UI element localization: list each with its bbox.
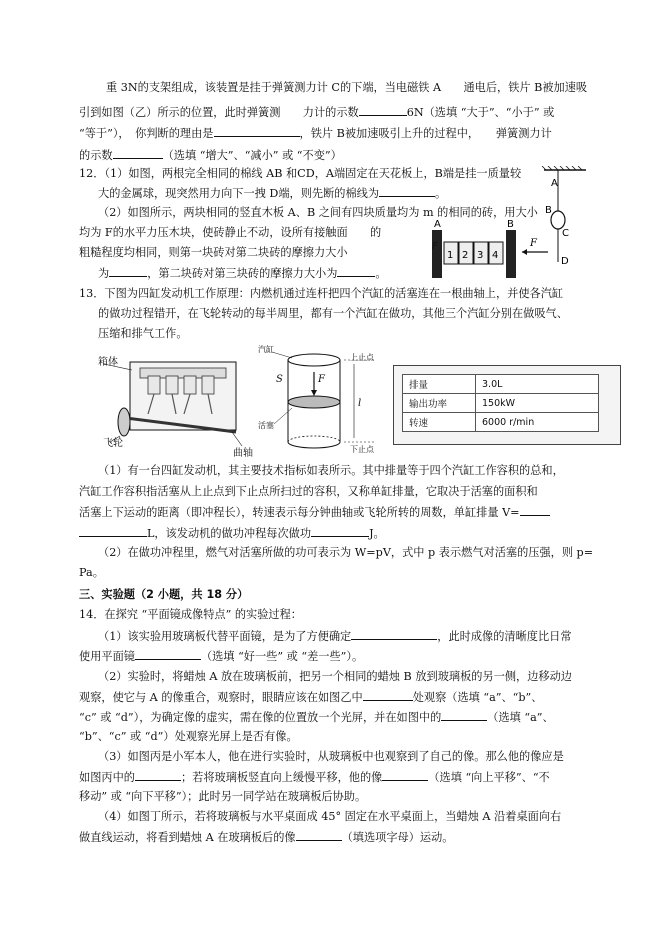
board-b-label: B	[507, 219, 514, 230]
q12-line-1: 12．（1）如图，两根完全相同的棉线 AB 和CD，A端固定在天花板上，B端是挂一质量较	[79, 167, 522, 180]
brick-2: 2	[462, 250, 469, 261]
cylinder-gas-label: 汽缸	[258, 345, 274, 354]
answer-blank[interactable]	[135, 769, 181, 781]
q14-line-9: 如图丙中的 ；若将玻璃板竖直向上缓慢平移，他的像 （选填 “向上平移”、“不	[79, 771, 550, 784]
q11-line-2: 引到如图（乙）所示的位置，此时弹簧测 力计的示数 6N（选填 “大于”、“小于” 或	[79, 106, 555, 119]
answer-blank[interactable]	[379, 185, 435, 197]
spec-value: 6000 r/min	[476, 413, 599, 432]
q14-line-5: 观察，使它与 A 的像重合，观察时，眼睛应该在如图乙中 处观察（选填 “a”、“b”、	[79, 691, 543, 704]
q13-part1-line-2: 汽缸工作容积指活塞从上止点到下止点所扫过的容积，又称单缸排量，它取决于活塞的面积和	[79, 485, 538, 498]
q14-line-11: （4）如图丁所示，若将玻璃板与水平桌面成 45° 固定在水平桌面上，当蜡烛 A 沿着桌面向右	[98, 810, 562, 823]
q14-line-1: 14．在探究 “平面镜成像特点” 的实验过程：	[79, 608, 302, 621]
force-label-left: F	[432, 241, 438, 252]
area-label: S	[276, 374, 283, 385]
answer-blank[interactable]	[351, 628, 437, 640]
q14-line-12: 做直线运动，将看到蜡烛 A 在玻璃板后的像 （填选项字母）运动。	[79, 831, 454, 844]
answer-blank[interactable]	[109, 265, 147, 277]
table-row	[403, 375, 599, 394]
brick-1: 1	[447, 250, 454, 261]
board-a	[432, 230, 442, 278]
piston-label: 活塞	[258, 421, 274, 430]
answer-blank[interactable]	[359, 104, 407, 116]
pendulum-figure	[540, 166, 590, 266]
section-heading-experiments: 三、实验题（2 小题，共 18 分）	[79, 588, 249, 601]
force-label: F	[530, 238, 537, 249]
answer-blank[interactable]	[135, 648, 201, 660]
spec-value: 150kW	[476, 394, 599, 413]
piston	[288, 396, 340, 408]
q13-part2-line-1: （2）在做功冲程里，燃气对活塞所做的功可表示为 W=pV，式中 p 表示燃气对活塞的压强，则 p=	[98, 546, 594, 559]
q14-line-10: 移动” 或 “向下平移”）；此时另一同学站在玻璃板后协助。	[79, 790, 367, 803]
spec-value: 3.0L	[476, 375, 599, 394]
bottom-dead-center-label: 下止点	[350, 445, 374, 454]
q14-line-3: 使用平面镜 （选填 “好一些” 或 “差一些”）。	[79, 650, 364, 663]
q11-line-3: “等于”）， 你判断的理由是 ，铁片 B被加速吸引上升的过程中， 弹簧测力计	[79, 127, 552, 140]
q13-part1-line-1: （1）有一台四缸发动机，其主要技术指标如表所示。其中排量等于四个汽缸工作容积的总和，	[98, 464, 564, 477]
brick-figure	[430, 218, 550, 280]
specs-panel	[393, 365, 621, 445]
answer-blank[interactable]	[311, 525, 369, 537]
crankshaft-label: 曲轴	[233, 448, 253, 459]
board-b	[506, 230, 516, 278]
q13-line-1: 13．下图为四缸发动机工作原理：内燃机通过连杆把四个汽缸的活塞连在一根曲轴上，并使各汽缸	[79, 287, 564, 300]
label-c: C	[562, 228, 569, 239]
answer-blank[interactable]	[214, 125, 300, 137]
specs-table	[402, 374, 599, 432]
q14-line-6: “c” 或 “d”），为确定像的虚实，需在像的位置放一个光屏，并在如图中的 （选填 “a”、	[79, 711, 554, 724]
metal-ball	[551, 211, 565, 229]
label-b: B	[545, 205, 552, 216]
answer-blank[interactable]	[79, 525, 147, 537]
answer-blank[interactable]	[441, 709, 487, 721]
label-a: A	[551, 178, 558, 189]
q13-line-2: 的做功过程错开，在飞轮转动的每半周里，都有一个汽缸在做功，其他三个汽缸分别在做吸气、	[98, 307, 568, 320]
answer-blank[interactable]	[337, 265, 375, 277]
flywheel	[118, 408, 130, 436]
answer-blank[interactable]	[363, 689, 413, 701]
q14-line-2: （1）该实验用玻璃板代替平面镜，是为了方便确定 ，此时成像的清晰度比日常	[98, 630, 572, 643]
answer-blank[interactable]	[520, 504, 550, 516]
flywheel-label: 飞轮	[103, 438, 123, 449]
q12-line-5: 粗糙程度均相同，则第一块砖对第二块砖的摩擦力大小	[79, 246, 348, 259]
answer-blank[interactable]	[113, 147, 163, 159]
spec-key: 转速	[403, 413, 476, 432]
cylinder-force-label: F	[318, 374, 325, 385]
spec-key: 输出功率	[403, 394, 476, 413]
q14-line-8: （3）如图丙是小军本人，他在进行实验时，从玻璃板中也观察到了自己的像。那么他的像应是	[98, 750, 564, 763]
q13-part1-line-4: L，该发动机的做功冲程每次做功 J。	[79, 525, 385, 542]
q13-part1-line-3: 活塞上下运动的距离（即冲程长），转速表示每分钟曲轴或飞轮所转的周数，单缸排量 V=	[79, 504, 550, 521]
answer-blank[interactable]	[296, 829, 342, 841]
q12-line-6: 为 ，第二块砖对第三块砖的摩擦力大小为 。	[98, 267, 387, 280]
top-dead-center-label: 上止点	[350, 353, 374, 362]
q11-line-4: 的示数 （选填 “增大”、“减小” 或 “不变”）	[79, 149, 342, 162]
spec-key: 排量	[403, 375, 476, 394]
table-row	[403, 413, 599, 432]
answer-blank[interactable]	[382, 769, 428, 781]
label-d: D	[561, 256, 569, 266]
q12-line-2: 大的金属球，现突然用力向下一拽 D端，则先断的棉线为 。	[98, 187, 447, 200]
q13-line-3: 压缩和排气工作。	[98, 327, 188, 340]
q13-part2-line-2: Pa。	[79, 566, 104, 579]
stroke-length-label: l	[358, 398, 362, 409]
board-a-label: A	[434, 219, 441, 230]
q11-line-1: 重 3N的支架组成，该装置是挂于弹簧测力计 C的下端，当电磁铁 A 通电后，铁片 B被加速吸	[106, 81, 588, 94]
table-row	[403, 394, 599, 413]
brick-4: 4	[492, 250, 499, 261]
q12-line-3: （2）如图所示，两块相同的竖直木板 A、B 之间有四块质量均为 m 的相同的砖，用大小	[98, 206, 538, 219]
brick-3: 3	[477, 250, 484, 261]
q14-line-7: “b”、“c” 或 “d”）处观察光屏上是否有像。	[79, 730, 298, 743]
engine-box-label: 箱体	[98, 357, 118, 368]
q12-line-4: 均为 F的水平力压木块，使砖静止不动，设所有接触面 的	[79, 226, 382, 239]
q14-line-4: （2）实验时，将蜡烛 A 放在玻璃板前，把另一个相同的蜡烛 B 放到玻璃板的另一侧，边移动边	[98, 670, 572, 683]
